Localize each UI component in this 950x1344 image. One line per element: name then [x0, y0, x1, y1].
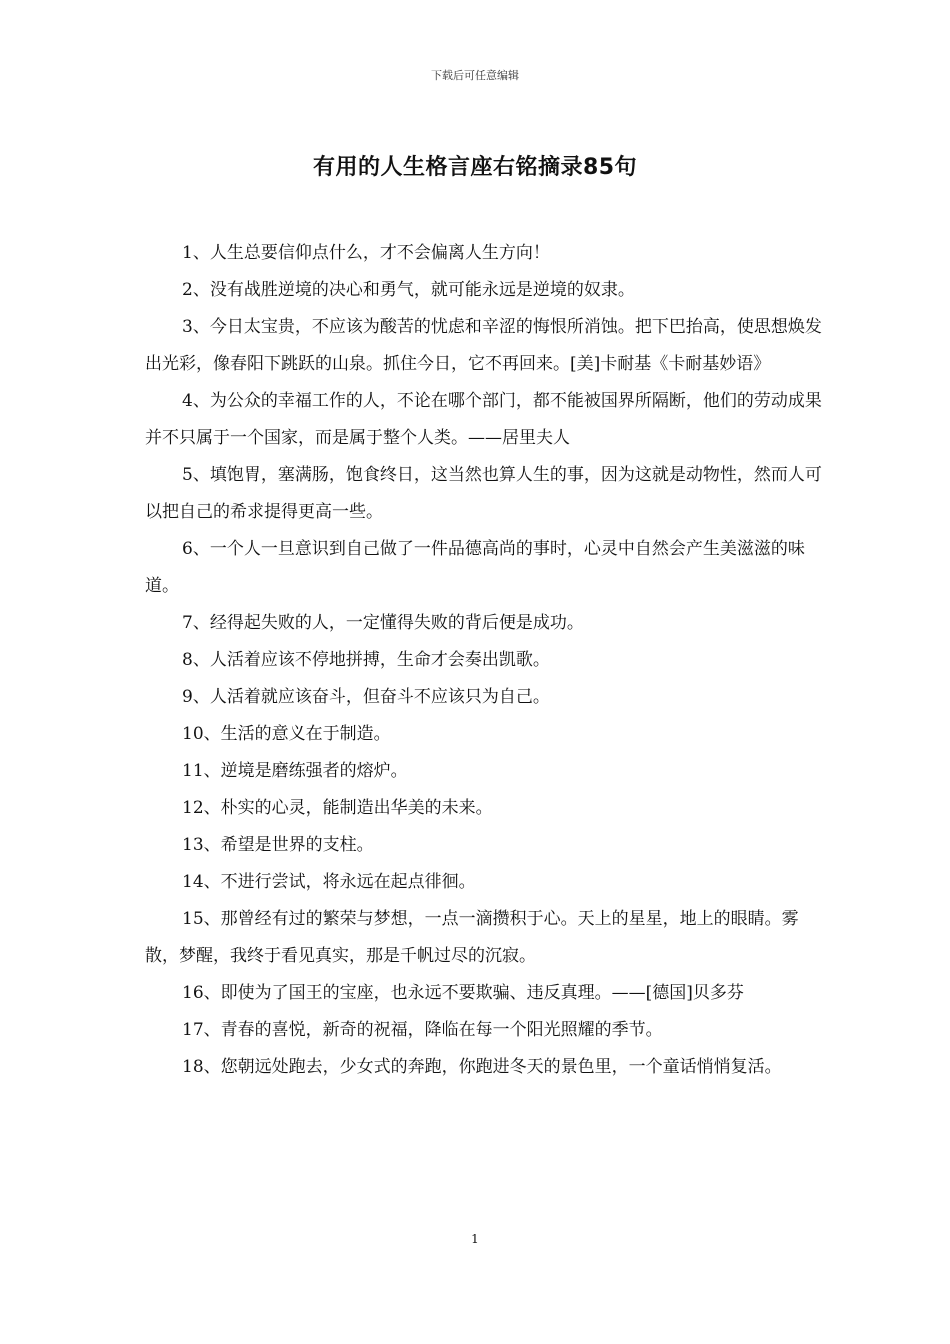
quote-paragraph: 16、即使为了国王的宝座，也永远不要欺骗、违反真理。——[德国]贝多芬: [182, 983, 744, 1003]
quote-paragraph: 12、朴实的心灵，能制造出华美的未来。: [182, 798, 493, 818]
quote-paragraph: 4、为公众的幸福工作的人，不论在哪个部门，都不能被国界所隔断，他们的劳动成果并不只属于一个国家，而是属于整个人类。——居里夫人: [145, 391, 822, 448]
quote-paragraph: 3、今日太宝贵，不应该为酸苦的忧虑和辛涩的悔恨所消蚀。把下巴抬高，使思想焕发出光彩，像春阳下跳跃的山泉。抓住今日，它不再回来。[美]卡耐基《卡耐基妙语》: [145, 317, 822, 374]
quote-paragraph: 17、青春的喜悦，新奇的祝福，降临在每一个阳光照耀的季节。: [182, 1020, 663, 1040]
quote-paragraph: 14、不进行尝试，将永远在起点徘徊。: [182, 872, 476, 892]
quote-paragraph: 9、人活着就应该奋斗，但奋斗不应该只为自己。: [182, 687, 550, 707]
quote-paragraph: 1、人生总要信仰点什么，才不会偏离人生方向！: [182, 243, 550, 263]
quote-paragraph: 15、那曾经有过的繁荣与梦想，一点一滴攒积于心。天上的星星，地上的眼睛。雾散，梦醒，我终于看见真实，那是千帆过尽的沉寂。: [145, 909, 799, 966]
quote-paragraph: 18、您朝远处跑去，少女式的奔跑，你跑进冬天的景色里，一个童话悄悄复活。: [182, 1057, 782, 1077]
quote-list: [145, 235, 825, 1086]
quote-paragraph: 2、没有战胜逆境的决心和勇气，就可能永远是逆境的奴隶。: [182, 280, 635, 300]
page-number: 1: [471, 1232, 479, 1246]
quote-paragraph: 10、生活的意义在于制造。: [182, 724, 391, 744]
quote-paragraph: 8、人活着应该不停地拼搏，生命才会奏出凯歌。: [182, 650, 550, 670]
document-title: 有用的人生格言座右铭摘录85句: [312, 155, 638, 180]
quote-paragraph: 7、经得起失败的人，一定懂得失败的背后便是成功。: [182, 613, 584, 633]
header-note: 下载后可任意编辑: [431, 69, 519, 82]
quote-paragraph: 13、希望是世界的支柱。: [182, 835, 374, 855]
quote-paragraph: 11、逆境是磨练强者的熔炉。: [182, 761, 408, 781]
quote-paragraph: 6、一个人一旦意识到自己做了一件品德高尚的事时，心灵中自然会产生美滋滋的味道。: [145, 539, 805, 596]
quote-paragraph: 5、填饱胃，塞满肠，饱食终日，这当然也算人生的事，因为这就是动物性，然而人可以把自己的希求提得更高一些。: [145, 465, 822, 522]
